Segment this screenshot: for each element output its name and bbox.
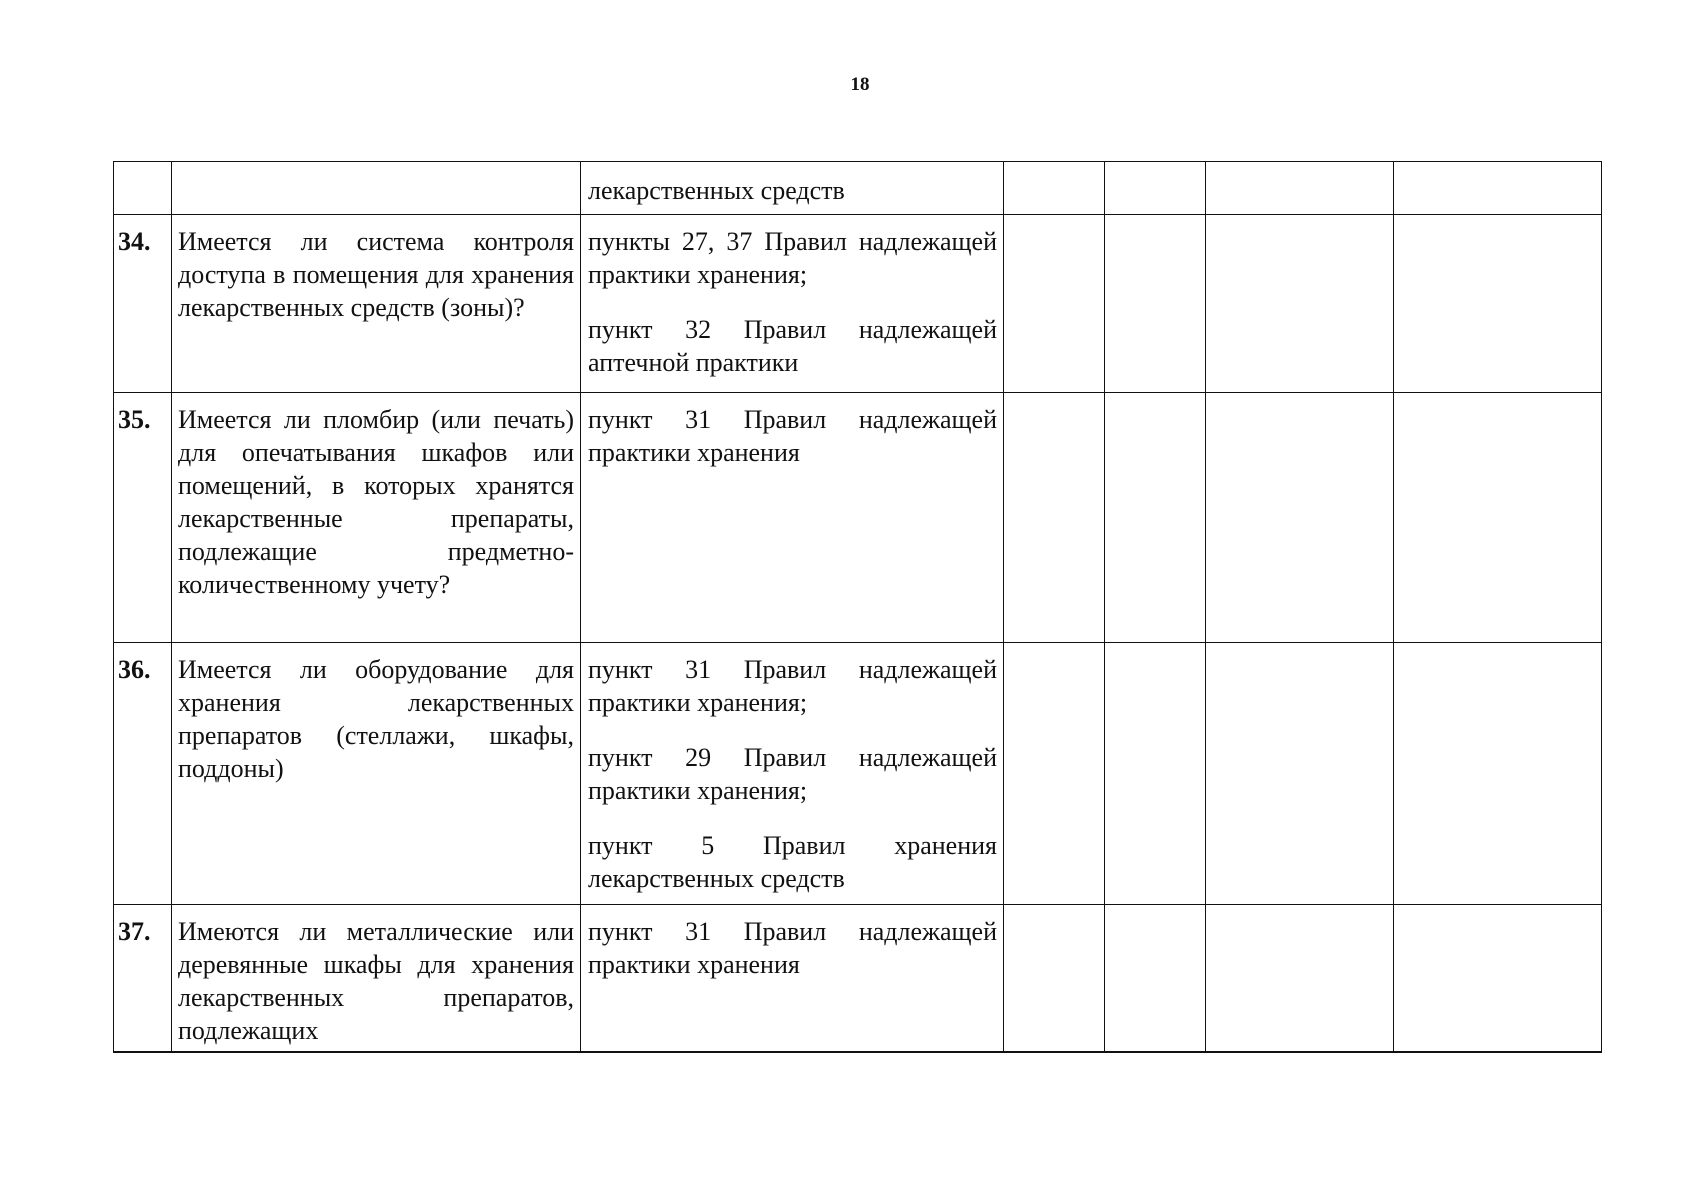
empty-cell xyxy=(1004,162,1105,215)
empty-cell xyxy=(1105,643,1206,905)
empty-cell xyxy=(1004,215,1105,393)
question-cell xyxy=(172,162,581,215)
table-row xyxy=(114,215,1602,393)
empty-cell xyxy=(1394,393,1602,643)
question-text: Имеются ли металлические или деревянные шкафы для хранения лекарственных препаратов, подлежащих xyxy=(172,905,581,1052)
question-text: Имеется ли система контроля доступа в помещения для хранения лекарственных средств (зоны)? xyxy=(172,215,581,393)
reference-cell xyxy=(581,393,1004,643)
empty-cell xyxy=(1206,905,1394,1052)
table-row xyxy=(114,643,1602,905)
reference-text: пункт 31 Правил надлежащей практики хранения; xyxy=(588,655,997,717)
table-row xyxy=(114,393,1602,643)
row-number: 34. xyxy=(114,215,172,393)
reference-text: пункт 5 Правил хранения лекарственных средств xyxy=(588,831,997,893)
empty-cell xyxy=(1206,393,1394,643)
question-text: Имеется ли оборудование для хранения лекарственных препаратов (стеллажи, шкафы, поддоны) xyxy=(172,643,581,905)
empty-cell xyxy=(1394,215,1602,393)
empty-cell xyxy=(1004,643,1105,905)
page-number: 18 xyxy=(850,74,870,95)
reference-text: пункт 31 Правил надлежащей практики хранения xyxy=(588,405,997,467)
row-number: 36. xyxy=(114,643,172,905)
row-number: 35. xyxy=(114,393,172,643)
table-row-continuation xyxy=(114,162,1602,215)
empty-cell xyxy=(1105,215,1206,393)
checklist-table xyxy=(113,161,1602,1053)
question-text: Имеется ли пломбир (или печать) для опечатывания шкафов или помещений, в которых хранятся лекарственные препараты, подлежащие предметно-количественному учету? xyxy=(172,393,581,643)
reference-text: пункт 31 Правил надлежащей практики хранения xyxy=(588,917,997,979)
empty-cell xyxy=(1105,905,1206,1052)
reference-cell xyxy=(581,643,1004,905)
reference-cell xyxy=(581,905,1004,1052)
empty-cell xyxy=(1105,162,1206,215)
empty-cell xyxy=(1394,905,1602,1052)
empty-cell xyxy=(1206,215,1394,393)
row-number: 37. xyxy=(114,905,172,1052)
reference-cell xyxy=(581,162,1004,215)
empty-cell xyxy=(1394,643,1602,905)
reference-text: пункт 32 Правил надлежащей аптечной практики xyxy=(588,315,997,377)
reference-text: пункты 27, 37 Правил надлежащей практики хранения; xyxy=(588,227,997,289)
empty-cell xyxy=(1206,643,1394,905)
empty-cell xyxy=(1394,162,1602,215)
reference-text: пункт 29 Правил надлежащей практики хранения; xyxy=(588,743,997,805)
empty-cell xyxy=(1004,393,1105,643)
empty-cell xyxy=(1004,905,1105,1052)
number-cell xyxy=(114,162,172,215)
reference-cell xyxy=(581,215,1004,393)
table-row xyxy=(114,905,1602,1052)
reference-text: лекарственных средств xyxy=(588,176,845,205)
empty-cell xyxy=(1206,162,1394,215)
empty-cell xyxy=(1105,393,1206,643)
